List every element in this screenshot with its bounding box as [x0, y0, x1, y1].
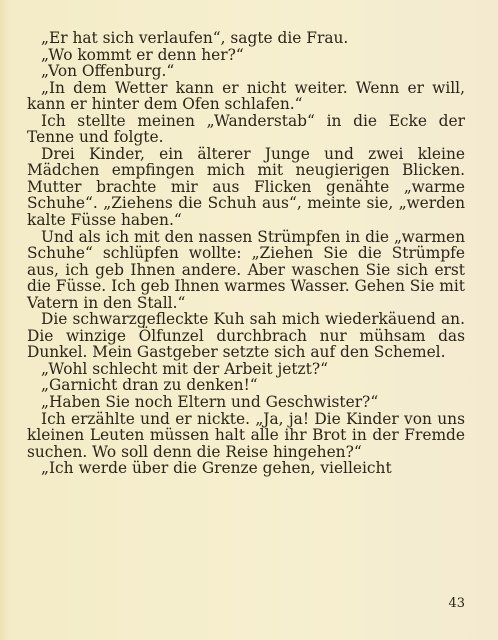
paragraph-3: „Von Offenburg.“: [41, 62, 175, 81]
paragraph-10: „Garnicht dran zu denken!“: [41, 376, 258, 395]
paragraph-2: „Wo kommt er denn her?“: [41, 45, 244, 64]
paragraph-8: Die schwarzgefleckte Kuh sah mich wiederkäuend an. Die winzige Ölfunzel durchbrach nur mühsam das Dunkel. Mein Gastgeber setzte sich auf den Schemel.: [27, 310, 465, 362]
paragraph-5: Ich stellte meinen „Wanderstab“ in die Ecke der Tenne und folgte.: [27, 111, 465, 147]
paragraph-11: „Haben Sie noch Eltern und Geschwister?“: [41, 393, 379, 412]
paragraph-1: „Er hat sich verlaufen“, sagte die Frau.: [41, 29, 349, 47]
body-text: [27, 30, 465, 477]
paragraph-7: Und als ich mit den nassen Strümpfen in die „warmen Schuhe“ schlüpfen wollte: „Ziehen Sie die Strümpfe aus, ich geb Ihnen andere. Aber waschen Sie sich erst die Füsse. Ich geb Ihnen warmes Wasser. Gehen Sie mit Vatern in den Stall.“: [27, 227, 465, 312]
paragraph-6: Drei Kinder, ein älterer Junge und zwei kleine Mädchen empfingen mich mit neugierigen Blicken. Mutter brachte mir aus Flicken genähte „warme Schuhe“. „Ziehens die Schuh aus“, meinte sie, „werden kalte Füsse haben.“: [27, 144, 465, 230]
paragraph-4: „In dem Wetter kann er nicht weiter. Wenn er will, kann er hinter dem Ofen schlafen.“: [27, 78, 465, 114]
paragraph-13: „Ich werde über die Grenze gehen, vielleicht: [41, 459, 392, 478]
paragraph-12: Ich erzählte und er nickte. „Ja, ja! Die Kinder von uns kleinen Leuten müssen halt alle ihr Brot in der Fremde suchen. Wo soll denn die Reise hingehen?“: [27, 409, 465, 461]
paragraph-9: „Wohl schlecht mit der Arbeit jetzt?“: [41, 359, 328, 378]
page-number: 43: [448, 596, 465, 611]
